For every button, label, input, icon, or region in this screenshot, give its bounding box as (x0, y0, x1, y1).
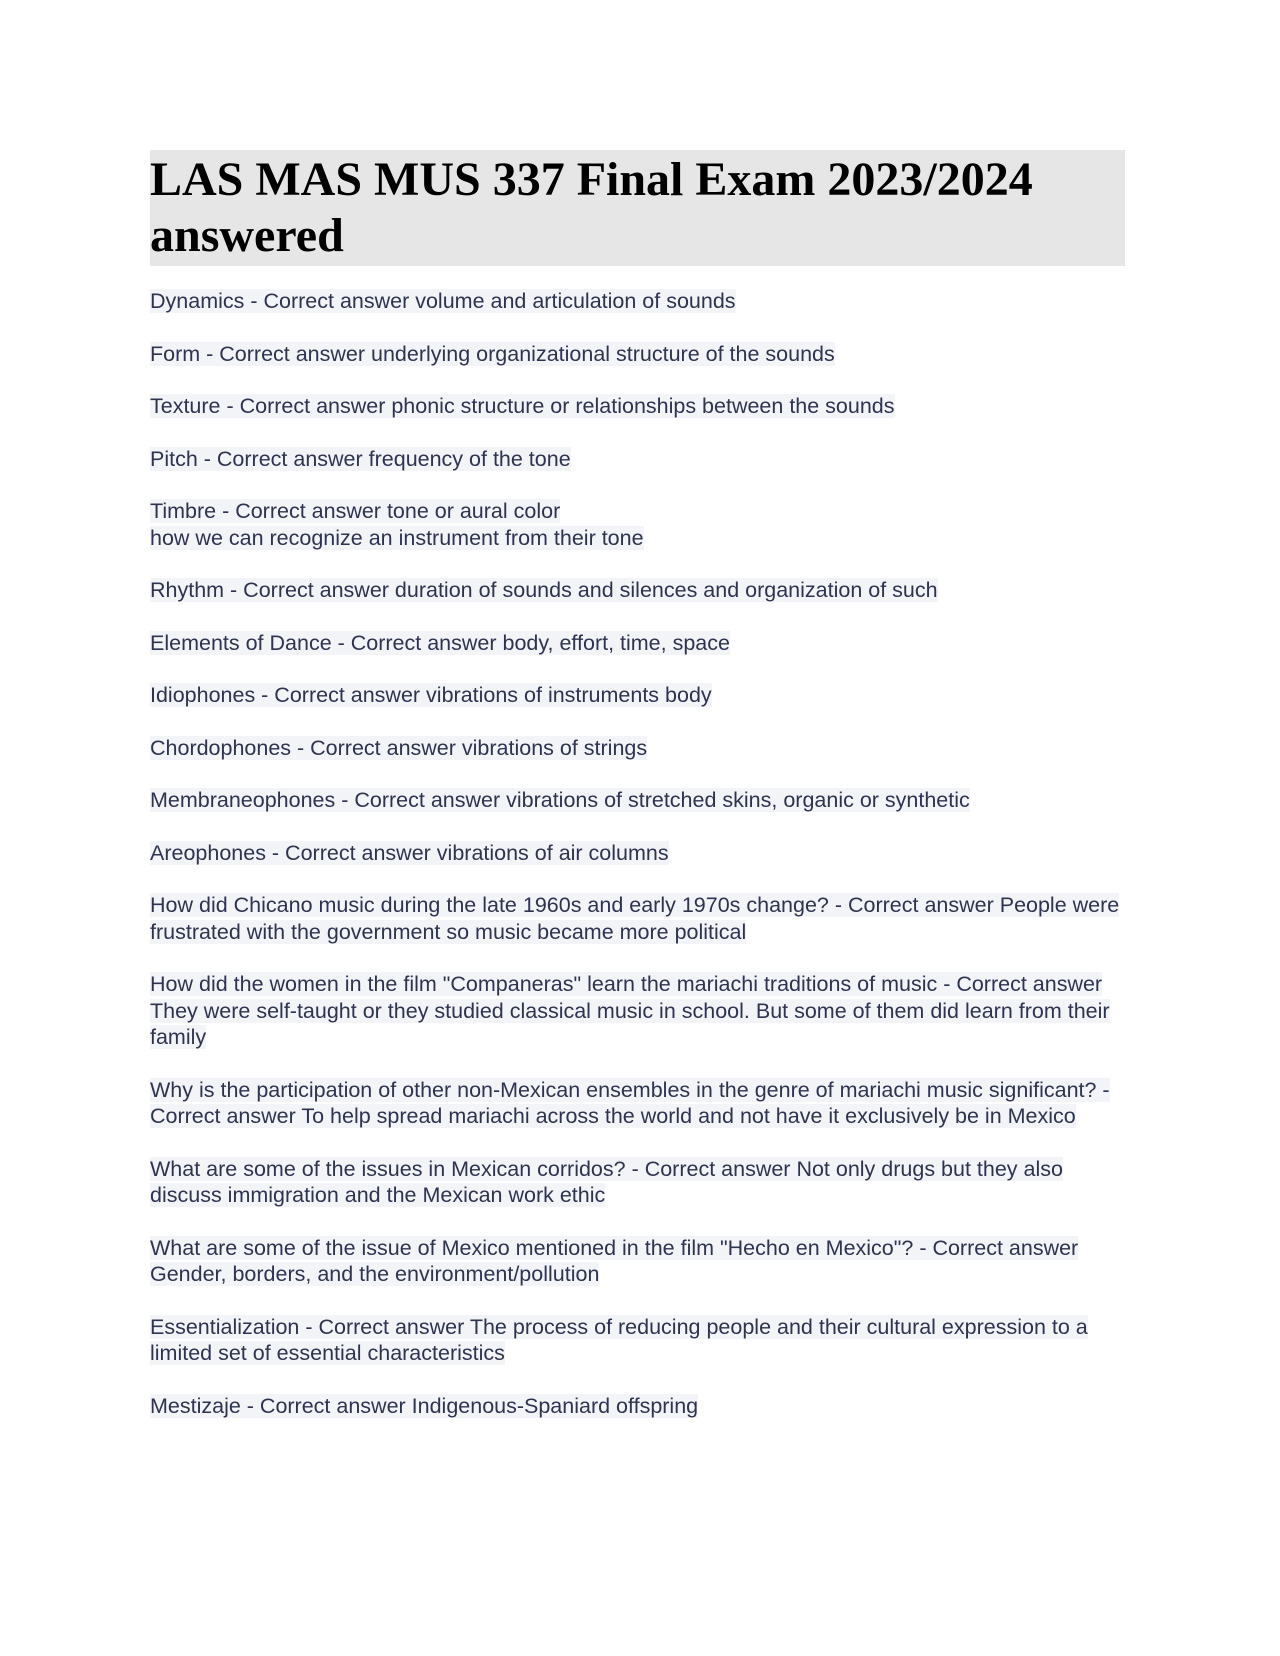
list-item (150, 892, 1125, 945)
qa-text: Why is the participation of other non-Mexican ensembles in the genre of mariachi music significant? - Correct answer To help spread mariachi across the world and not have it exclusively be in Mexico (150, 1077, 1110, 1128)
qa-list (150, 288, 1125, 1419)
list-item (150, 1393, 1125, 1420)
list-item (150, 787, 1125, 814)
qa-text: Chordophones - Correct answer vibrations of strings (150, 735, 648, 760)
list-item (150, 971, 1125, 1051)
list-item (150, 498, 1125, 551)
qa-text: Dynamics - Correct answer volume and articulation of sounds (150, 289, 736, 313)
qa-text: What are some of the issue of Mexico mentioned in the film "Hecho en Mexico"? - Correct answer Gender, borders, and the environment/pollution (150, 1235, 1079, 1286)
list-item (150, 393, 1125, 420)
qa-extra-text: how we can recognize an instrument from their tone (150, 525, 644, 550)
list-item (150, 288, 1125, 315)
list-item (150, 1235, 1125, 1288)
list-item (150, 341, 1125, 368)
list-item (150, 446, 1125, 473)
list-item (150, 735, 1125, 762)
qa-text: Mestizaje - Correct answer Indigenous-Spaniard offspring (150, 1393, 699, 1418)
page-title: LAS MAS MUS 337 Final Exam 2023/2024 answered (150, 153, 1033, 262)
list-item (150, 1077, 1125, 1130)
qa-text: What are some of the issues in Mexican corridos? - Correct answer Not only drugs but they also discuss immigration and the Mexican work ethic (150, 1156, 1063, 1207)
qa-text: Elements of Dance - Correct answer body, effort, time, space (150, 630, 730, 655)
qa-text: Form - Correct answer underlying organizational structure of the sounds (150, 341, 835, 366)
list-item (150, 1156, 1125, 1209)
list-item (150, 682, 1125, 709)
title-block (150, 150, 1125, 266)
qa-text: Idiophones - Correct answer vibrations of instruments body (150, 683, 712, 707)
list-item (150, 630, 1125, 657)
list-item (150, 840, 1125, 867)
qa-text: Membraneophones - Correct answer vibrations of stretched skins, organic or synthetic (150, 788, 970, 812)
qa-text: Pitch - Correct answer frequency of the tone (150, 446, 571, 471)
qa-text: How did the women in the film "Companeras" learn the mariachi traditions of music - Correct answer They were self-taught or they studied classical music in school. But some of them did learn from their family (150, 972, 1110, 1049)
qa-text: Essentialization - Correct answer The process of reducing people and their cultural expression to a limited set of essential characteristics (150, 1314, 1088, 1365)
qa-text: Timbre - Correct answer tone or aural color (150, 499, 561, 523)
list-item (150, 577, 1125, 604)
qa-text: Texture - Correct answer phonic structure or relationships between the sounds (150, 394, 895, 418)
qa-text: How did Chicano music during the late 1960s and early 1970s change? - Correct answer People were frustrated with the government so music became more political (150, 893, 1120, 944)
document-page (150, 150, 1125, 1445)
qa-text: Rhythm - Correct answer duration of sounds and silences and organization of such (150, 578, 938, 602)
list-item (150, 1314, 1125, 1367)
qa-text: Areophones - Correct answer vibrations of air columns (150, 840, 669, 865)
